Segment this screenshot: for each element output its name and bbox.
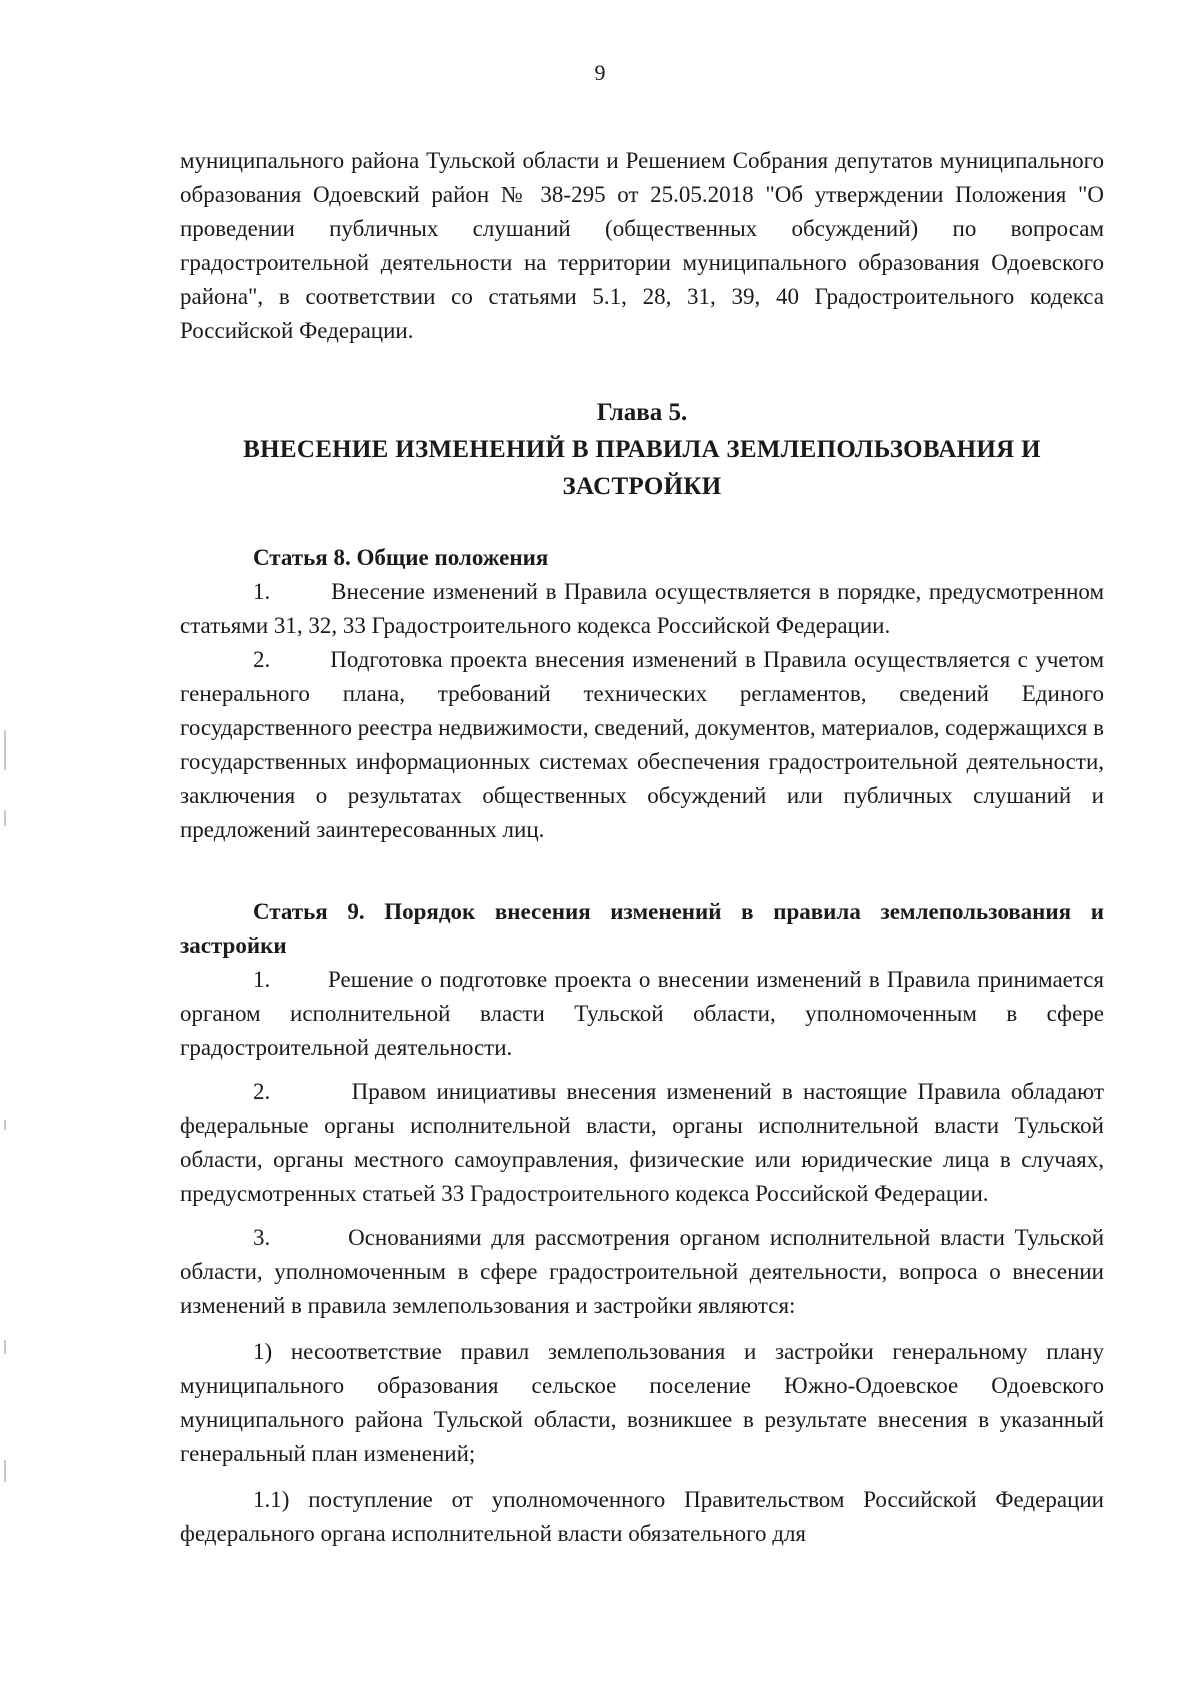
chapter-title: ВНЕСЕНИЕ ИЗМЕНЕНИЙ В ПРАВИЛА ЗЕМЛЕПОЛЬЗОВАНИЯ И ЗАСТРОЙКИ [243, 436, 1041, 500]
chapter-label: Глава 5. [596, 399, 688, 426]
article-9-paragraph-1: 1. Решение о подготовке проекта о внесении изменений в Правила принимается органом исполнительной власти Тульской области, уполномоченным в сфере градостроительной деятельности. [180, 967, 1104, 1060]
article-8-title: Статья 8. Общие положения [253, 545, 549, 570]
article-9-item-1: 1) несоответствие правил землепользования и застройки генеральному плану муниципального образования сельское поселение Южно-Одоевское Одоевского муниципального района Тульской области, возникшее в результате внесения в указанный генеральный план изменений; [180, 1339, 1104, 1466]
page-number: 9 [594, 60, 606, 85]
article-9-paragraph-2: 2. Правом инициативы внесения изменений в настоящие Правила обладают федеральные органы исполнительной власти, органы исполнительной власти Тульской области, органы местного самоуправления, физические или юридические лица в случаях, предусмотренных статьей 33 Градостроительного кодекса Российской Федерации. [180, 1079, 1104, 1206]
article-9-item-1-1: 1.1) поступление от уполномоченного Правительством Российской Федерации федерального органа исполнительной власти обязательного для [180, 1487, 1104, 1546]
article-9-title: Статья 9. Порядок внесения изменений в правила землепользования и застройки [180, 899, 1104, 958]
intro-paragraph: муниципального района Тульской области и Решением Собрания депутатов муниципального образования Одоевский район № 38-295 от 25.05.2018 "Об утверждении Положения "О проведении публичных слушаний (общественных обсуждений) по вопросам градостроительной деятельности на территории муниципального образования Одоевского района", в соответствии со статьями 5.1, 28, 31, 39, 40 Градостроительного кодекса Российской Федерации. [180, 148, 1104, 343]
article-9-paragraph-3: 3. Основаниями для рассмотрения органом исполнительной власти Тульской области, уполномоченным в сфере градостроительной деятельности, вопроса о внесении изменений в правила землепользования и застройки являются: [180, 1225, 1104, 1318]
scan-edge-marks [4, 600, 10, 1600]
article-8-paragraph-1: 1. Внесение изменений в Правила осуществляется в порядке, предусмотренном статьями 31, 32, 33 Градостроительного кодекса Российской Федерации. [180, 579, 1104, 638]
article-8-paragraph-2: 2. Подготовка проекта внесения изменений в Правила осуществляется с учетом генерального плана, требований технических регламентов, сведений Единого государственного реестра недвижимости, сведений, документов, материалов, содержащихся в государственных информационных системах обеспечения градостроительной деятельности, заключения о результатах общественных обсуждений или публичных слушаний и предложений заинтересованных лиц. [180, 647, 1104, 842]
document-body [180, 144, 1104, 1551]
